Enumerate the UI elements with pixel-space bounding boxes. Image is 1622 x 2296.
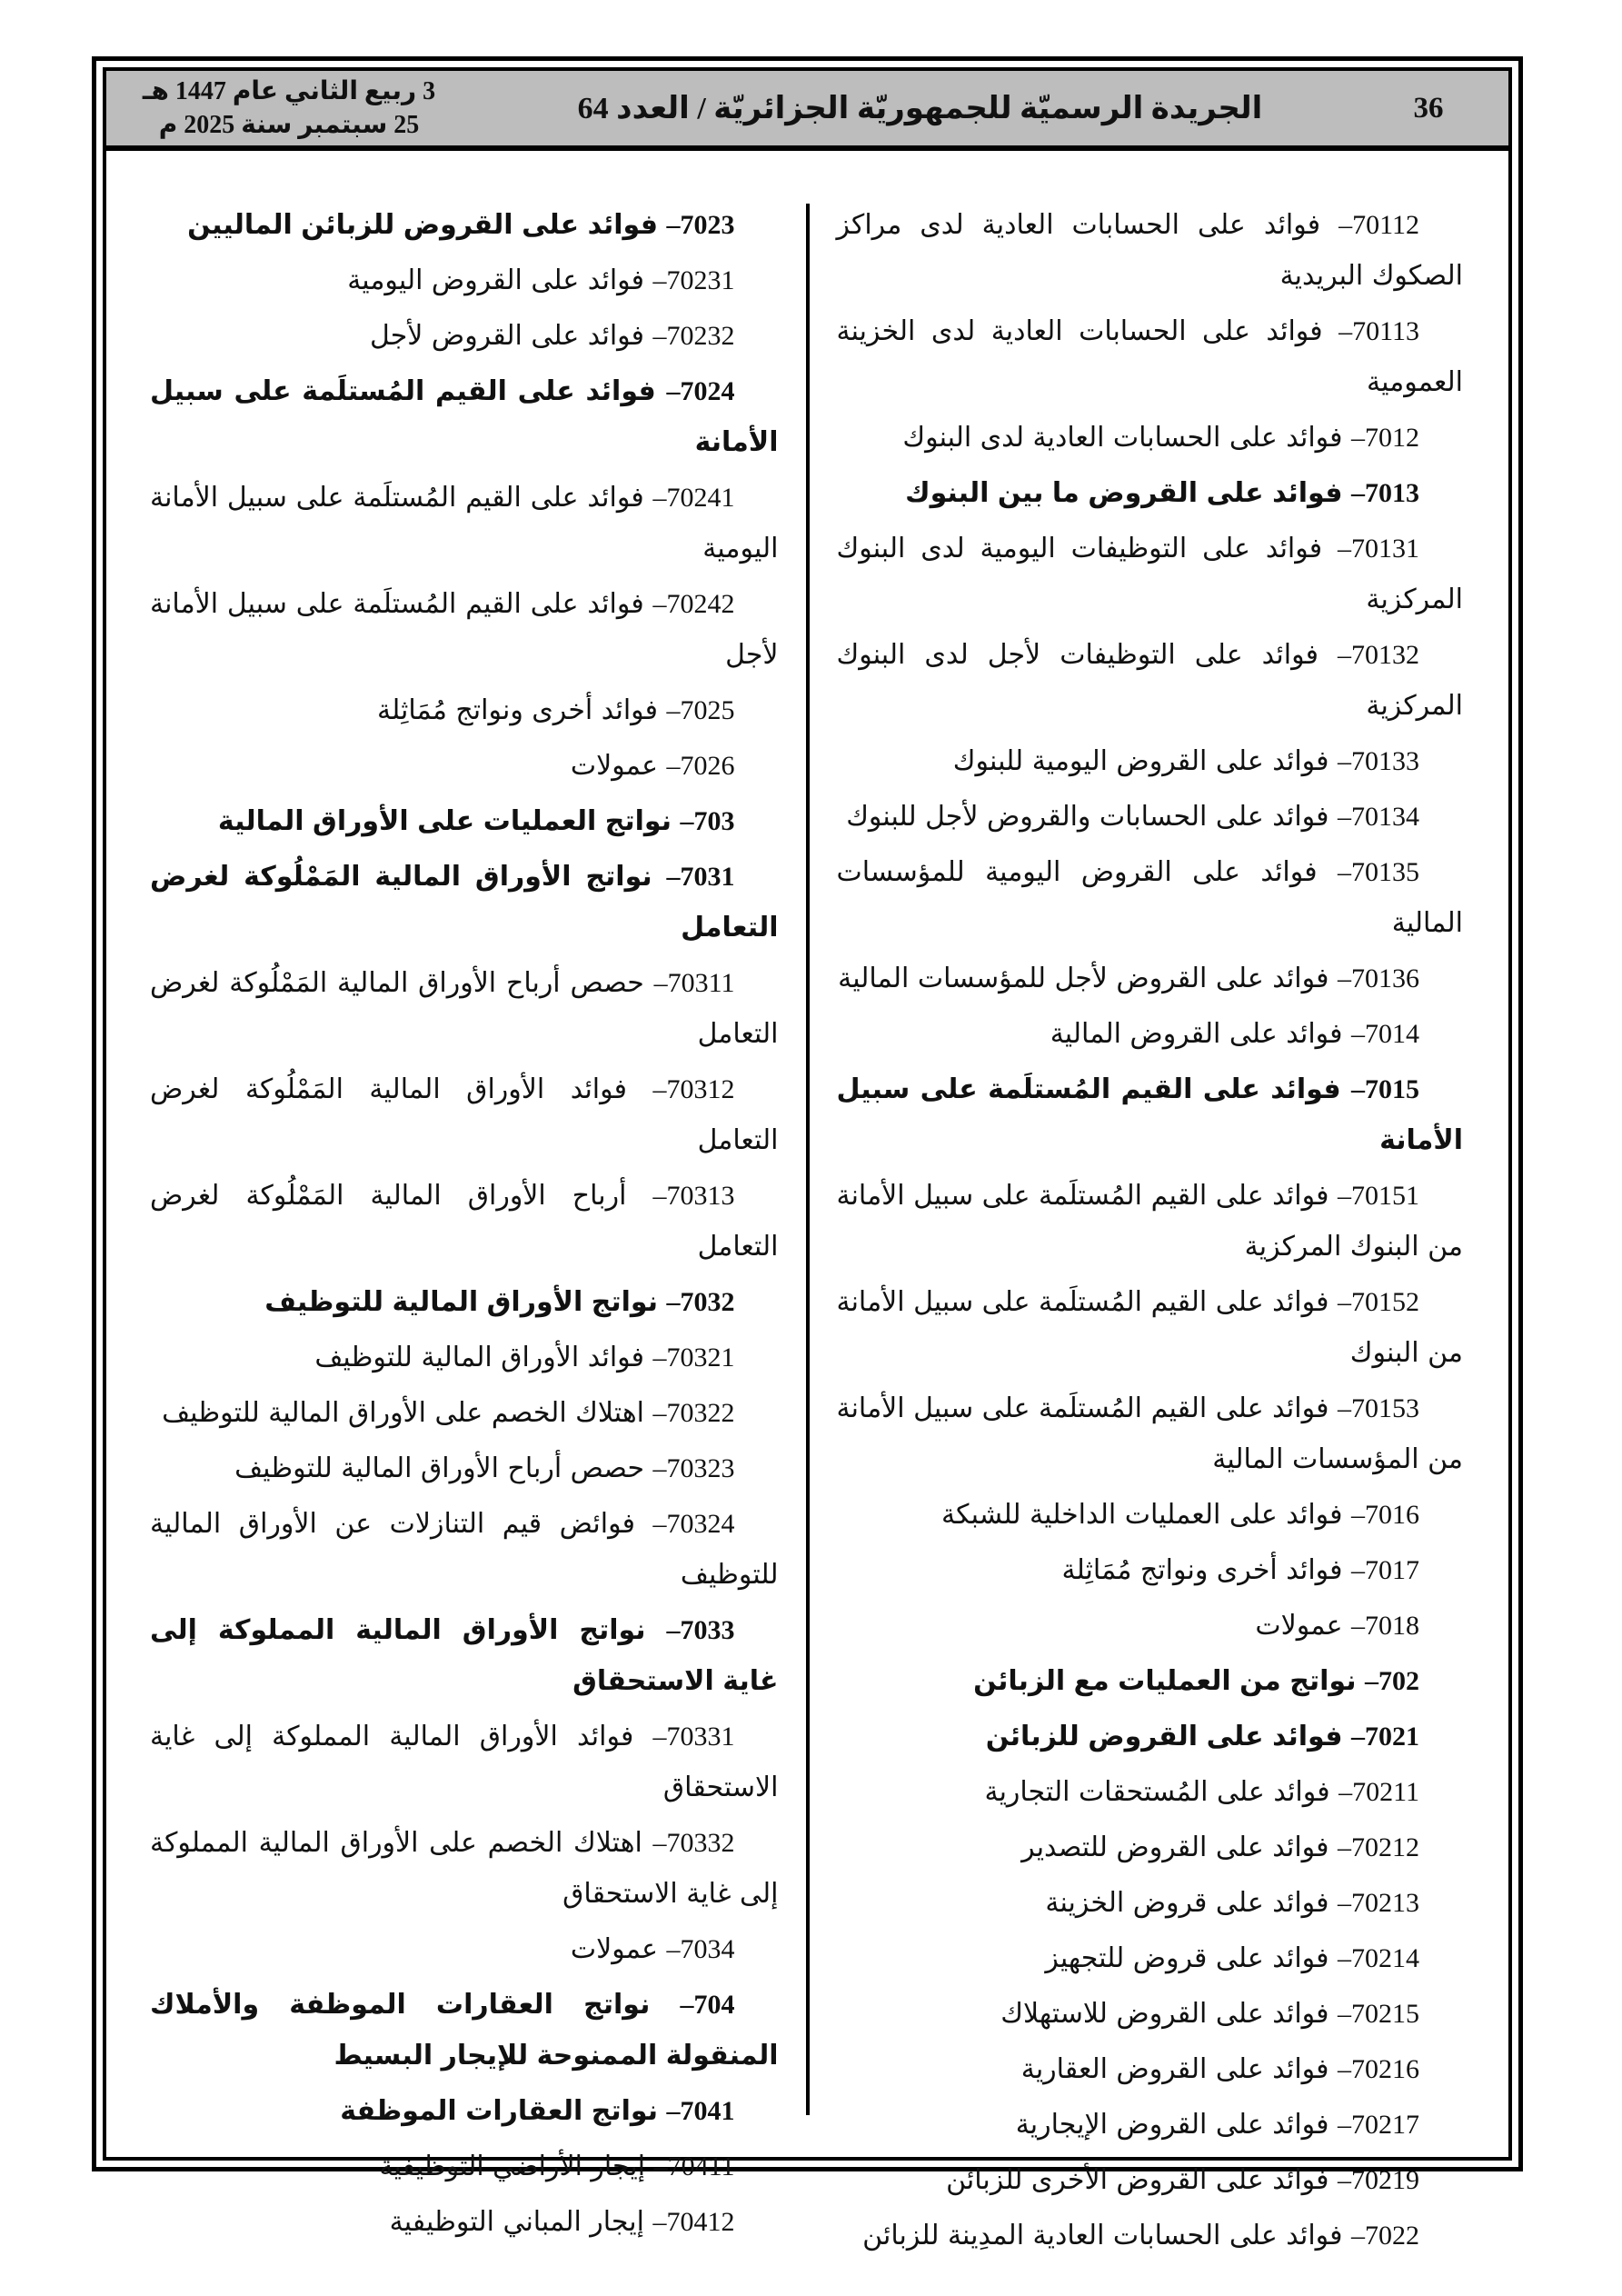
account-entry: 70153– فوائد على القيم المُستلَمة على سبيل الأمانة من المؤسسات المالية	[836, 1393, 1463, 1474]
account-entry: 70113– فوائد على الحسابات العادية لدى الخزينة العمومية	[836, 316, 1463, 397]
account-entry: 70135– فوائد على القروض اليومية للمؤسسات المالية	[836, 857, 1463, 938]
account-entry: 70212– فوائد على القروض للتصدير	[1021, 1832, 1419, 1862]
date-block	[139, 75, 439, 142]
account-entry: 703– نواتج العمليات على الأوراق المالية	[217, 806, 735, 836]
account-entry: 7031– نواتج الأوراق المالية المَمْلُوكة لغرض التعامل	[150, 862, 779, 943]
right-column	[808, 200, 1509, 2251]
gazette-title: الجريدة الرسميّة للجمهوريّة الجزائريّة / العدد 64	[577, 92, 1263, 125]
account-entry: 70133– فوائد على القروض اليومية للبنوك	[952, 746, 1419, 776]
account-entry: 7022– فوائد على الحسابات العادية المدِينة للزبائن	[862, 2221, 1419, 2251]
account-entry: 70311– حصص أرباح الأوراق المالية المَمْلُوكة لغرض التعامل	[150, 968, 779, 1049]
account-entry: 7012– فوائد على الحسابات العادية لدى البنوك	[902, 423, 1419, 453]
account-entry: 7015– فوائد على القيم المُستلَمة على سبيل الأمانة	[836, 1074, 1463, 1155]
account-entry: 7014– فوائد على القروض المالية	[1050, 1019, 1419, 1049]
account-entry: 7021– فوائد على القروض للزبائن	[985, 1722, 1419, 1752]
account-entry: 70214– فوائد على قروض للتجهيز	[1045, 1943, 1419, 1973]
account-entry: 70321– فوائد الأوراق المالية للتوظيف	[314, 1343, 735, 1373]
account-entry: 7024– فوائد على القيم المُستلَمة على سبيل الأمانة	[150, 376, 779, 457]
account-entry: 7025– فوائد أخرى ونواتج مُمَاثِلة	[377, 695, 735, 725]
account-entry: 7017– فوائد أخرى ونواتج مُمَاثِلة	[1061, 1555, 1419, 1585]
account-entry: 70412– إيجار المباني التوظيفية	[389, 2207, 735, 2237]
account-entry: 70216– فوائد على القروض العقارية	[1020, 2054, 1419, 2084]
account-entry: 70215– فوائد على القروض للاستهلاك	[1000, 1999, 1419, 2029]
account-entry: 702– نواتج من العمليات مع الزبائن	[973, 1666, 1419, 1696]
account-entry: 7032– نواتج الأوراق المالية للتوظيف	[264, 1287, 735, 1317]
account-entry: 704– نواتج العقارات الموظفة والأملاك المنقولة الممنوحة للإيجار البسيط	[150, 1990, 779, 2071]
left-column	[106, 200, 808, 2237]
account-entry: 7034– عمولات	[570, 1934, 735, 1964]
date-hijri: 3 ربيع الثاني عام 1447 هـ	[142, 77, 436, 105]
account-entry: 70231– فوائد على القروض اليومية	[347, 265, 735, 295]
page-number: 36	[1413, 91, 1444, 125]
page-frame-inner	[103, 67, 1512, 2251]
account-entry: 70241– فوائد على القيم المُستلَمة على سبيل الأمانة اليومية	[150, 483, 779, 564]
account-entry: 70132– فوائد على التوظيفات لأجل لدى البنوك المركزية	[836, 640, 1463, 721]
account-entry: 7033– نواتج الأوراق المالية المملوكة إلى غاية الاستحقاق	[150, 1615, 779, 1696]
account-entry: 70151– فوائد على القيم المُستلَمة على سبيل الأمانة من البنوك المركزية	[836, 1181, 1463, 1262]
account-entry: 7026– عمولات	[570, 751, 735, 781]
account-entry: 70213– فوائد على قروض الخزينة	[1045, 1888, 1419, 1918]
account-entry: 70112– فوائد على الحسابات العادية لدى مراكز الصكوك البريدية	[836, 210, 1463, 291]
account-entry: 70232– فوائد على القروض لأجل	[370, 321, 735, 351]
account-entry: 70324– فوائض قيم التنازلات عن الأوراق المالية للتوظيف	[150, 1509, 779, 1590]
account-entry: 7013– فوائد على القروض ما بين البنوك	[905, 478, 1419, 508]
account-entry: 70136– فوائد على القروض لأجل للمؤسسات المالية	[838, 963, 1419, 993]
page-content	[106, 151, 1508, 2251]
account-entry: 7041– نواتج العقارات الموظفة	[340, 2096, 735, 2126]
account-entry: 70313– أرباح الأوراق المالية المَمْلُوكة لغرض التعامل	[150, 1181, 779, 1262]
account-entry: 70332– اهتلاك الخصم على الأوراق المالية المملوكة إلى غاية الاستحقاق	[150, 1828, 779, 1909]
account-entry: 70131– فوائد على التوظيفات اليومية لدى البنوك المركزية	[836, 534, 1463, 614]
account-entry: 7018– عمولات	[1255, 1611, 1419, 1641]
account-entry: 70312– فوائد الأوراق المالية المَمْلُوكة لغرض التعامل	[150, 1074, 779, 1155]
account-entry: 70331– فوائد الأوراق المالية المملوكة إلى غاية الاستحقاق	[150, 1722, 779, 1802]
page-frame	[92, 56, 1523, 2251]
account-entry: 7023– فوائد على القروض للزبائن الماليين	[187, 210, 735, 240]
account-entry: 70411– إيجار الأراضي التوظيفية	[379, 2151, 735, 2181]
page-header	[106, 71, 1508, 151]
account-entry: 70219– فوائد على القروض الأخرى للزبائن	[946, 2165, 1419, 2195]
account-entry: 70211– فوائد على المُستحقات التجارية	[984, 1777, 1419, 1807]
account-entry: 70217– فوائد على القروض الإيجارية	[1015, 2110, 1419, 2140]
date-gregorian: 25 سبتمبر سنة 2025 م	[158, 111, 420, 139]
account-entry: 70152– فوائد على القيم المُستلَمة على سبيل الأمانة من البنوك	[836, 1287, 1463, 1368]
account-entry: 70323– حصص أرباح الأوراق المالية للتوظيف	[234, 1453, 735, 1483]
account-entry: 7016– فوائد على العمليات الداخلية للشبكة	[941, 1500, 1419, 1530]
account-entry: 70322– اهتلاك الخصم على الأوراق المالية للتوظيف	[162, 1398, 735, 1428]
account-entry: 70134– فوائد على الحسابات والقروض لأجل للبنوك	[846, 802, 1419, 832]
column-divider	[806, 204, 810, 2115]
account-entry: 70242– فوائد على القيم المُستلَمة على سبيل الأمانة لأجل	[150, 589, 779, 670]
